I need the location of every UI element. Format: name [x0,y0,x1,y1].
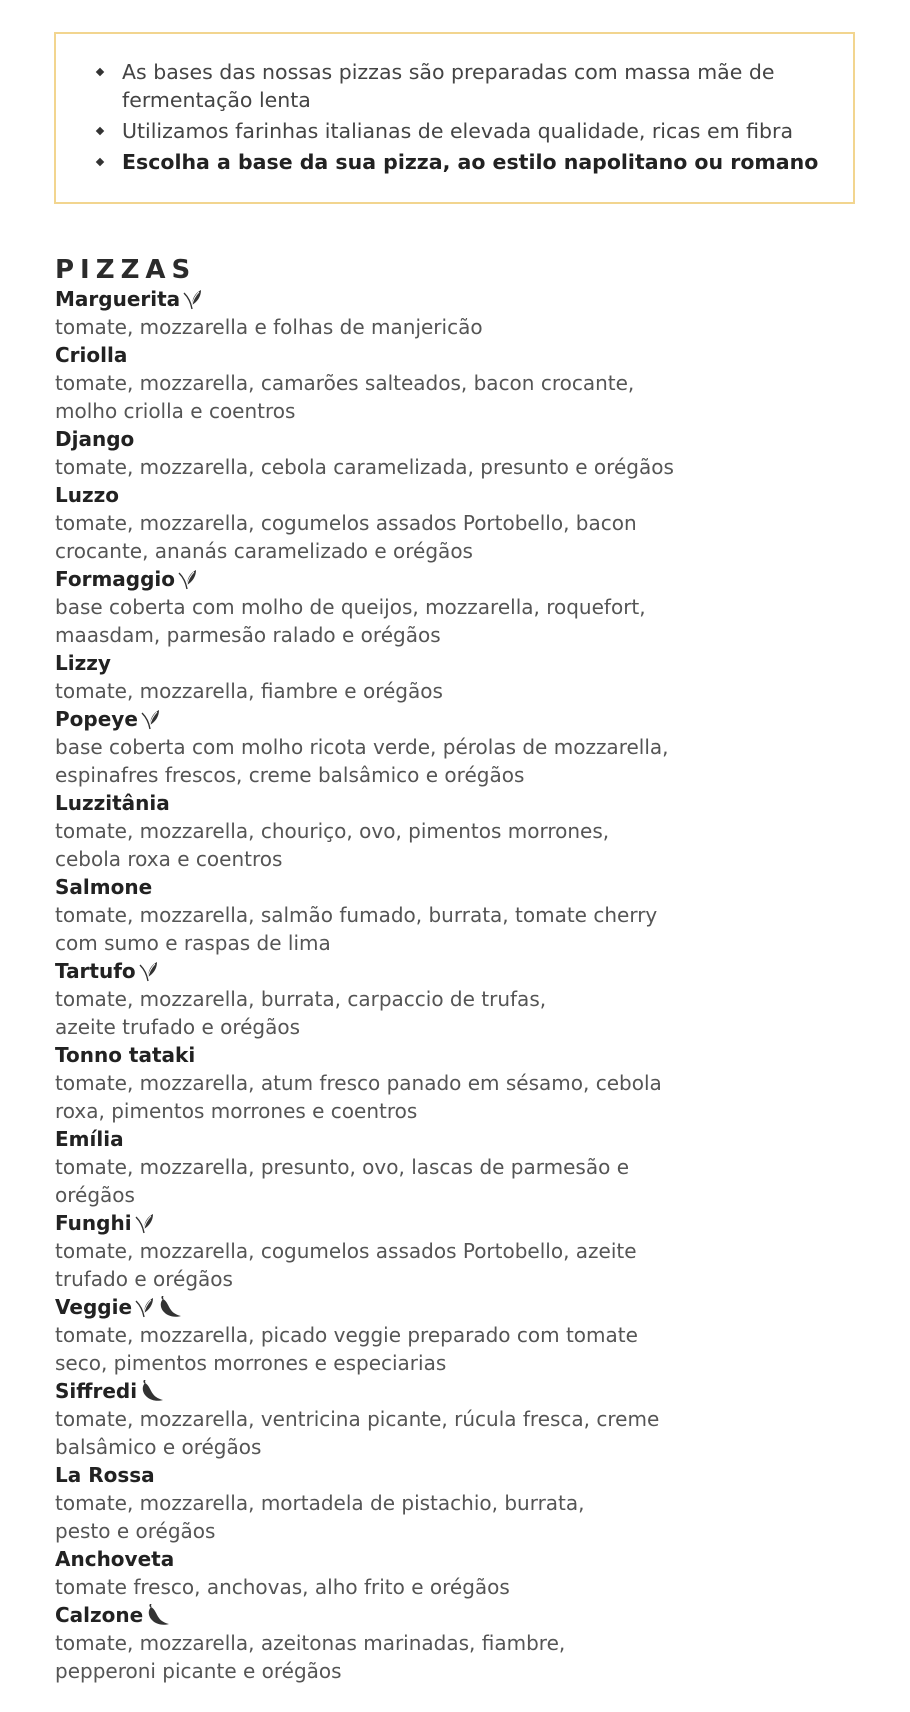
menu-item-description: seco, pimentos morrones e especiarias [55,1351,447,1375]
menu-item [55,1209,815,1293]
menu-item-header [55,1461,815,1489]
menu-item-description: cebola roxa e coentros [55,847,283,871]
menu-item-description: espinafres frescos, creme balsâmico e orégãos [55,763,525,787]
menu-item-description: base coberta com molho ricota verde, pérolas de mozzarella, [55,735,669,759]
menu-item-name: Django [55,427,135,451]
vegetarian-leaf-icon [183,288,203,310]
menu-item-name: Criolla [55,343,128,367]
menu-item [55,649,815,705]
menu-item-description: tomate, mozzarella, cogumelos assados Portobello, bacon [55,511,637,535]
menu-item-header [55,705,815,733]
menu-item [55,789,815,873]
menu-item [55,1377,815,1461]
menu-item [55,1293,815,1377]
menu-item-header [55,1125,815,1153]
menu-item [55,341,815,425]
menu-item-header [55,341,815,369]
vegetarian-leaf-icon [135,1212,155,1234]
menu-item-header [55,1293,815,1321]
section-title: PIZZAS [55,255,197,285]
menu-item-header [55,425,815,453]
menu-item [55,285,815,341]
menu-item-header [55,957,815,985]
menu-item-description: balsâmico e orégãos [55,1435,262,1459]
menu-item-description: tomate, mozzarella, mortadela de pistachio, burrata, [55,1491,585,1515]
menu-item-description: tomate, mozzarella, salmão fumado, burrata, tomate cherry [55,903,658,927]
menu-item-description: tomate, mozzarella, azeitonas marinadas, fiambre, [55,1631,566,1655]
menu-item-description: tomate, mozzarella, picado veggie preparado com tomate [55,1323,638,1347]
menu-item [55,1601,815,1685]
menu-item-header [55,481,815,509]
menu-item-name: Anchoveta [55,1547,175,1571]
menu-item [55,1545,815,1601]
menu-item-description: pesto e orégãos [55,1519,216,1543]
menu-item-name: Salmone [55,875,153,899]
menu-item-description: base coberta com molho de queijos, mozzarella, roquefort, [55,595,646,619]
menu-item [55,1125,815,1209]
menu-item-name: Tartufo [55,959,136,983]
menu-item-name: Lizzy [55,651,111,675]
menu-item-description: tomate, mozzarella, presunto, ovo, lascas de parmesão e [55,1155,629,1179]
menu-item-name: Veggie [55,1295,133,1319]
menu-item-name: Tonno tataki [55,1043,196,1067]
menu-item [55,1461,815,1545]
menu-item-header [55,565,815,593]
info-point: As bases das nossas pizzas são preparadas com massa mãe de fermentação lenta [96,58,833,114]
menu-item-description: tomate, mozzarella, camarões salteados, bacon crocante, [55,371,635,395]
menu-item-header [55,1545,815,1573]
menu-item-header [55,1209,815,1237]
menu-item-header [55,1601,815,1629]
menu-item-description: tomate, mozzarella, fiambre e orégãos [55,679,443,703]
menu-item [55,481,815,565]
menu-item-description: tomate, mozzarella e folhas de manjericão [55,315,483,339]
vegetarian-leaf-icon [139,960,159,982]
menu-item [55,705,815,789]
menu-item [55,1041,815,1125]
menu-item-description: tomate, mozzarella, cebola caramelizada, presunto e orégãos [55,455,674,479]
menu-item [55,565,815,649]
menu-item-header [55,285,815,313]
info-list [96,58,833,176]
menu-item-name: La Rossa [55,1463,155,1487]
menu-item-name: Popeye [55,707,138,731]
menu-item [55,873,815,957]
menu-item-name: Formaggio [55,567,176,591]
menu-item-description: tomate, mozzarella, burrata, carpaccio de trufas, [55,987,547,1011]
menu-item-description: molho criolla e coentros [55,399,296,423]
menu-item-header [55,1041,815,1069]
pizza-menu [55,255,815,1685]
info-box [54,32,855,204]
spicy-chili-icon [146,1604,170,1626]
menu-item-name: Marguerita [55,287,181,311]
menu-item [55,957,815,1041]
info-point: Utilizamos farinhas italianas de elevada qualidade, ricas em fibra [96,117,833,145]
menu-item-description: azeite trufado e orégãos [55,1015,301,1039]
spicy-chili-icon [158,1296,182,1318]
menu-item-header [55,789,815,817]
vegetarian-leaf-icon [141,708,161,730]
menu-item-name: Luzzo [55,483,120,507]
menu-item-header [55,873,815,901]
menu-item-description: tomate fresco, anchovas, alho frito e orégãos [55,1575,510,1599]
menu-item-name: Siffredi [55,1379,138,1403]
vegetarian-leaf-icon [135,1296,155,1318]
menu-items [55,285,815,1685]
menu-item-name: Funghi [55,1211,132,1235]
menu-item-description: com sumo e raspas de lima [55,931,331,955]
menu-item-description: maasdam, parmesão ralado e orégãos [55,623,441,647]
menu-item-description: tomate, mozzarella, ventricina picante, rúcula fresca, creme [55,1407,660,1431]
menu-item-name: Calzone [55,1603,144,1627]
menu-item-description: orégãos [55,1183,135,1207]
menu-item-header [55,1377,815,1405]
menu-item-description: tomate, mozzarella, chouriço, ovo, pimentos morrones, [55,819,610,843]
menu-item-description: tomate, mozzarella, cogumelos assados Portobello, azeite [55,1239,637,1263]
menu-item-name: Luzzitânia [55,791,170,815]
spicy-chili-icon [140,1380,164,1402]
menu-item-description: trufado e orégãos [55,1267,233,1291]
menu-item-description: roxa, pimentos morrones e coentros [55,1099,418,1123]
menu-item-description: pepperoni picante e orégãos [55,1659,342,1683]
menu-item [55,425,815,481]
menu-item-description: crocante, ananás caramelizado e orégãos [55,539,473,563]
menu-item-header [55,649,815,677]
info-point: Escolha a base da sua pizza, ao estilo napolitano ou romano [96,148,833,176]
vegetarian-leaf-icon [178,568,198,590]
menu-item-description: tomate, mozzarella, atum fresco panado em sésamo, cebola [55,1071,662,1095]
menu-item-name: Emília [55,1127,124,1151]
